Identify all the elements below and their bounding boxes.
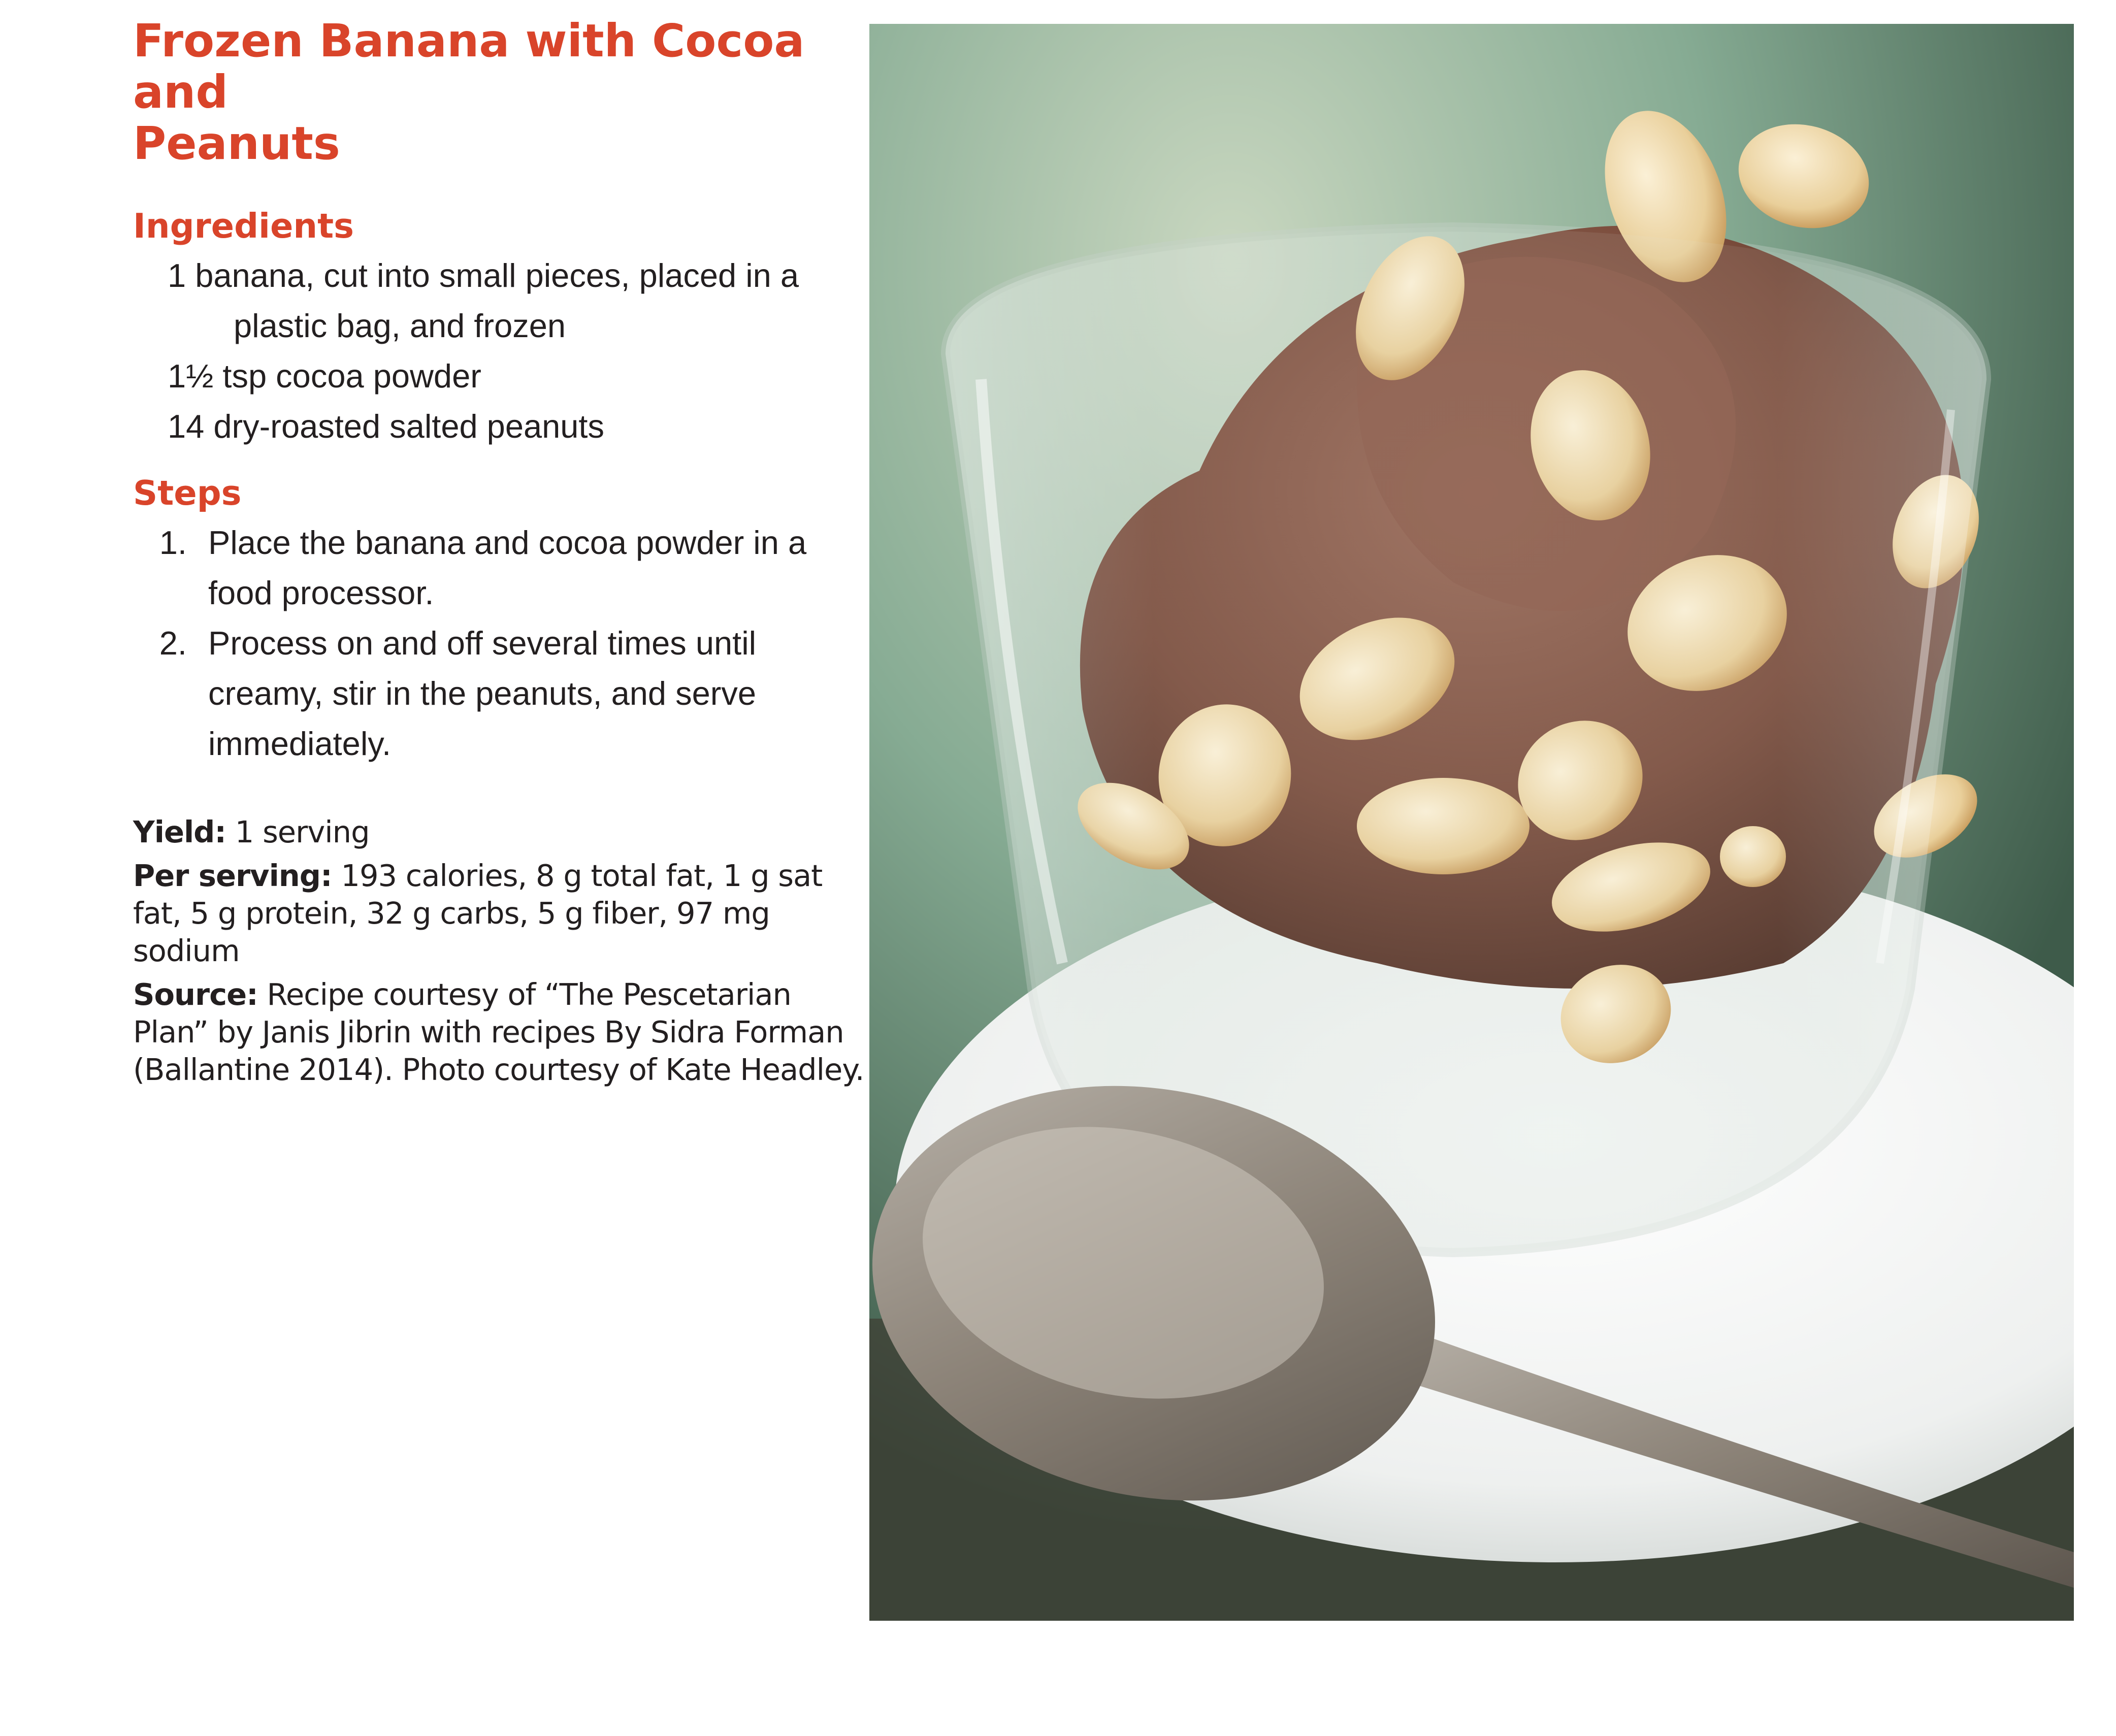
per-serving-line [133, 857, 864, 970]
dessert-photo [869, 24, 2074, 1621]
step-number: 2. [159, 625, 187, 662]
ingredient-item: 1 banana, cut into small pieces, placed in a plastic bag, and frozen [168, 257, 799, 344]
per-serving-label: Per serving: [133, 858, 332, 893]
recipe-title-line1: Frozen Banana with Cocoa and [133, 14, 805, 118]
source-value: Recipe courtesy of “The Pescetarian Plan” by Janis Jibrin with recipes By Sidra Forman (Ballantine 2014). Photo courtesy of Kate Headley. [133, 977, 864, 1087]
step-text: Process on and off several times until creamy, stir in the peanuts, and serve immediately. [208, 625, 757, 762]
yield-value: 1 serving [235, 814, 370, 849]
yield-label: Yield: [133, 814, 226, 849]
step-text: Place the banana and cocoa powder in a food processor. [208, 524, 807, 611]
ingredient-item: 14 dry-roasted salted peanuts [168, 408, 604, 445]
step-list [133, 517, 864, 769]
yield-line [133, 813, 864, 851]
source-label: Source: [133, 977, 258, 1012]
ingredients-heading: Ingredients [133, 206, 354, 246]
recipe-meta [133, 813, 864, 1089]
ingredient-item: 1½ tsp cocoa powder [168, 357, 481, 395]
step-item [133, 618, 864, 769]
steps-heading: Steps [133, 473, 242, 513]
recipe-title [133, 15, 864, 169]
step-item [133, 517, 864, 618]
recipe-title-line2: Peanuts [133, 117, 340, 170]
step-number: 1. [159, 524, 187, 561]
recipe-text-column [133, 15, 864, 1095]
ingredient-list [133, 250, 864, 451]
per-serving-value: 193 calories, 8 g total fat, 1 g sat fat, 5 g protein, 32 g carbs, 5 g fiber, 97 mg sodium [133, 858, 823, 968]
dessert-illustration [869, 24, 2074, 1621]
source-line [133, 976, 864, 1089]
